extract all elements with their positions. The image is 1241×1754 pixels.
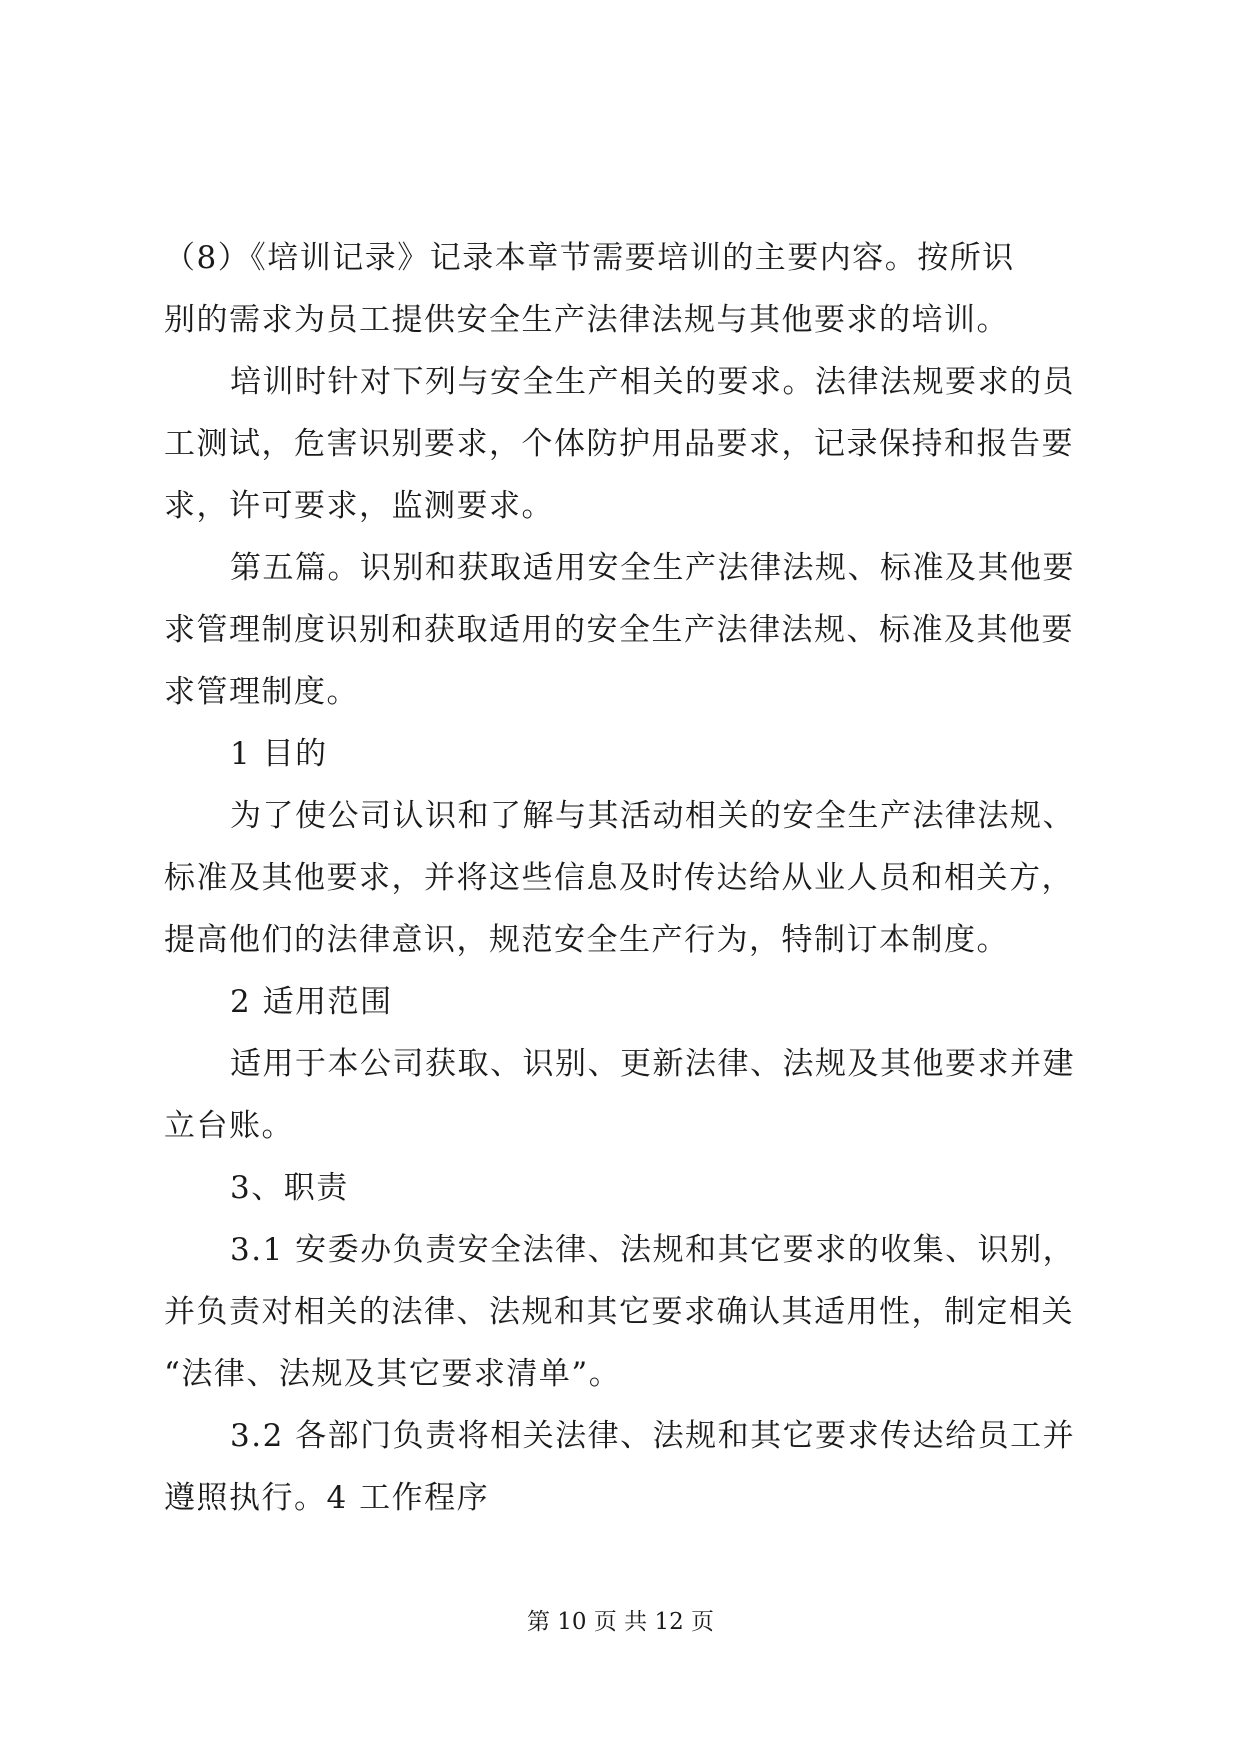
text-line: 3.2 各部门负责将相关法律、法规和其它要求传达给员工并 xyxy=(230,1418,1076,1454)
text-line: 标准及其他要求，并将这些信息及时传达给从业人员和相关方， xyxy=(164,860,1074,896)
text-line: 立台账。 xyxy=(164,1108,294,1144)
text-line: 并负责对相关的法律、法规和其它要求确认其适用性，制定相关 xyxy=(164,1294,1074,1330)
text-line: 提高他们的法律意识，规范安全生产行为，特制订本制度。 xyxy=(164,922,1009,958)
text-line: （8）《培训记录》记录本章节需要培训的主要内容。按所识 xyxy=(164,240,1015,276)
text-line: 工测试，危害识别要求，个体防护用品要求，记录保持和报告要 xyxy=(164,426,1074,462)
body-text xyxy=(164,227,1084,1529)
section-heading: 2 适用范围 xyxy=(230,984,393,1020)
text-line: 为了使公司认识和了解与其活动相关的安全生产法律法规、 xyxy=(230,798,1075,834)
text-line: 培训时针对下列与安全生产相关的要求。法律法规要求的员 xyxy=(230,364,1075,400)
section-heading: 1 目的 xyxy=(230,736,328,772)
text-line: 3.1 安委办负责安全法律、法规和其它要求的收集、识别， xyxy=(230,1232,1076,1268)
text-line: 遵照执行。4 工作程序 xyxy=(164,1480,490,1516)
text-line: “法律、法规及其它要求清单”。 xyxy=(164,1356,622,1392)
section-heading: 3、职责 xyxy=(230,1170,349,1206)
text-line: 适用于本公司获取、识别、更新法律、法规及其他要求并建 xyxy=(230,1046,1075,1082)
page-number-footer: 第 10 页 共 12 页 xyxy=(526,1609,715,1635)
text-line: 第五篇。识别和获取适用安全生产法律法规、标准及其他要 xyxy=(230,550,1075,586)
text-line: 求管理制度识别和获取适用的安全生产法律法规、标准及其他要 xyxy=(164,612,1074,648)
text-line: 求管理制度。 xyxy=(164,674,359,710)
text-line: 别的需求为员工提供安全生产法律法规与其他要求的培训。 xyxy=(164,302,1009,338)
text-line: 求，许可要求，监测要求。 xyxy=(164,488,554,524)
